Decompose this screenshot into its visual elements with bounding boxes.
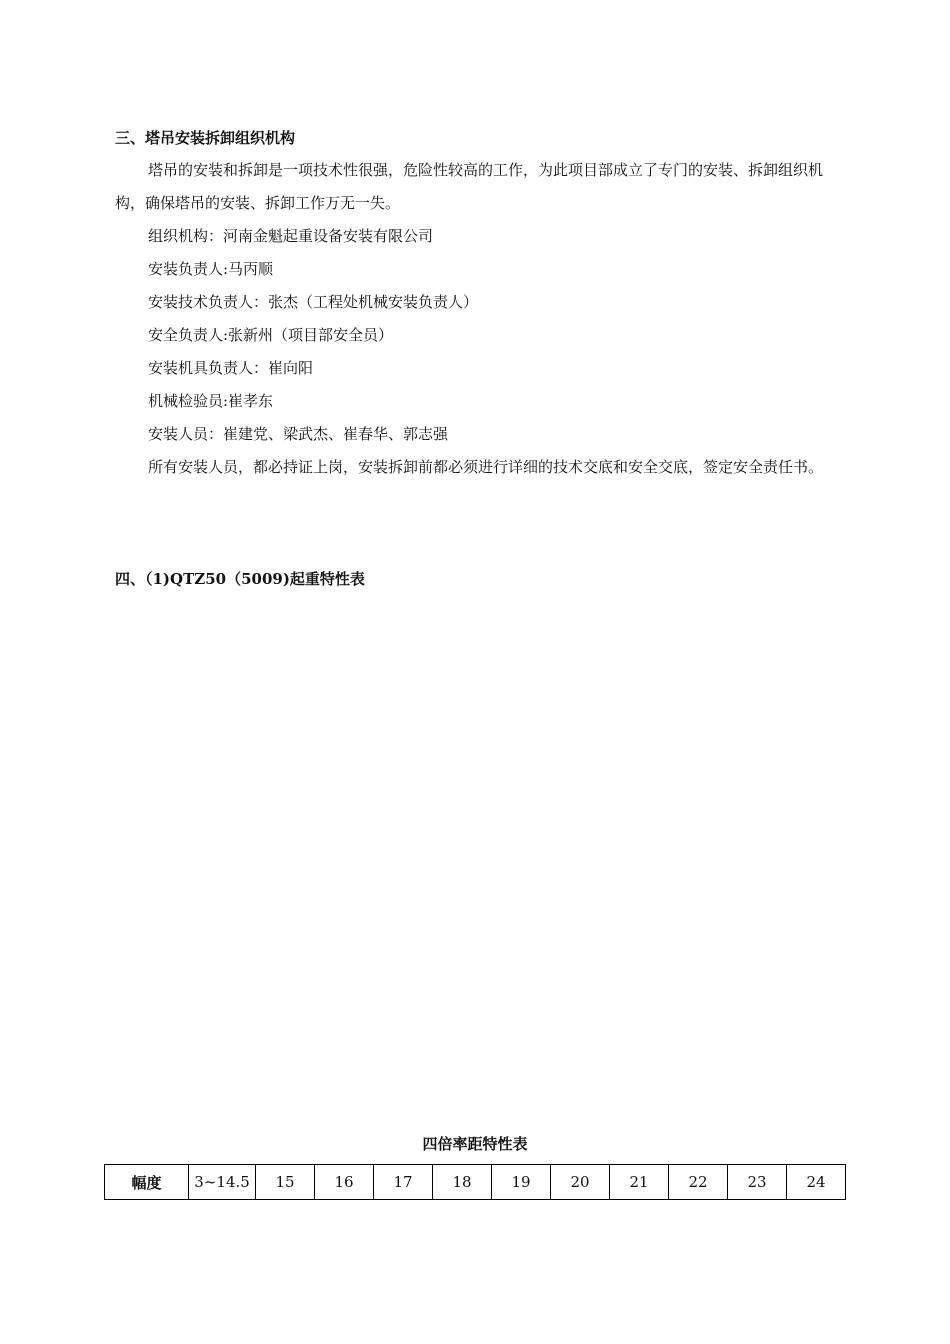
table-cell: 21 (610, 1165, 669, 1200)
closing-paragraph: 所有安装人员，都必持证上岗，安装拆卸前都必须进行详细的技术交底和安全交底，签定安全责任书。 (148, 458, 824, 476)
installers-line: 安装人员：崔建党、梁武杰、崔春华、郭志强 (148, 425, 449, 443)
equipment-lead-line: 安装机具负责人：崔向阳 (148, 359, 314, 377)
section-3-body (115, 154, 841, 484)
table-cell: 22 (669, 1165, 728, 1200)
table-title: 四倍率距特性表 (422, 1135, 528, 1153)
intro-paragraph: 塔吊的安装和拆卸是一项技术性很强，危险性较高的工作，为此项目部成立了专门的安装、拆卸组织机构，确保塔吊的安装、拆卸工作万无一失。 (115, 161, 824, 212)
safety-lead-line: 安全负责人:张新州（项目部安全员） (148, 326, 394, 344)
table-cell: 17 (374, 1165, 433, 1200)
table-cell: 3~14.5 (189, 1165, 256, 1200)
tech-lead-line: 安装技术负责人：张杰（工程处机械安装负责人） (148, 293, 479, 311)
table-cell: 18 (433, 1165, 492, 1200)
org-line: 组织机构：河南金魁起重设备安装有限公司 (148, 227, 434, 245)
table-cell: 19 (492, 1165, 551, 1200)
table-header-cell: 幅度 (105, 1165, 189, 1200)
table-row (105, 1165, 846, 1200)
install-lead-line: 安装负责人:马丙顺 (148, 260, 274, 278)
inspector-line: 机械检验员:崔孝东 (148, 392, 274, 410)
section-3-heading: 三、塔吊安装拆卸组织机构 (115, 129, 296, 147)
table-cell: 16 (315, 1165, 374, 1200)
section-4-heading: 四、（1)QTZ50（5009)起重特性表 (115, 570, 365, 588)
table-cell: 20 (551, 1165, 610, 1200)
load-spec-table (104, 1164, 846, 1200)
table-cell: 15 (256, 1165, 315, 1200)
table-cell: 23 (728, 1165, 787, 1200)
table-cell: 24 (787, 1165, 846, 1200)
